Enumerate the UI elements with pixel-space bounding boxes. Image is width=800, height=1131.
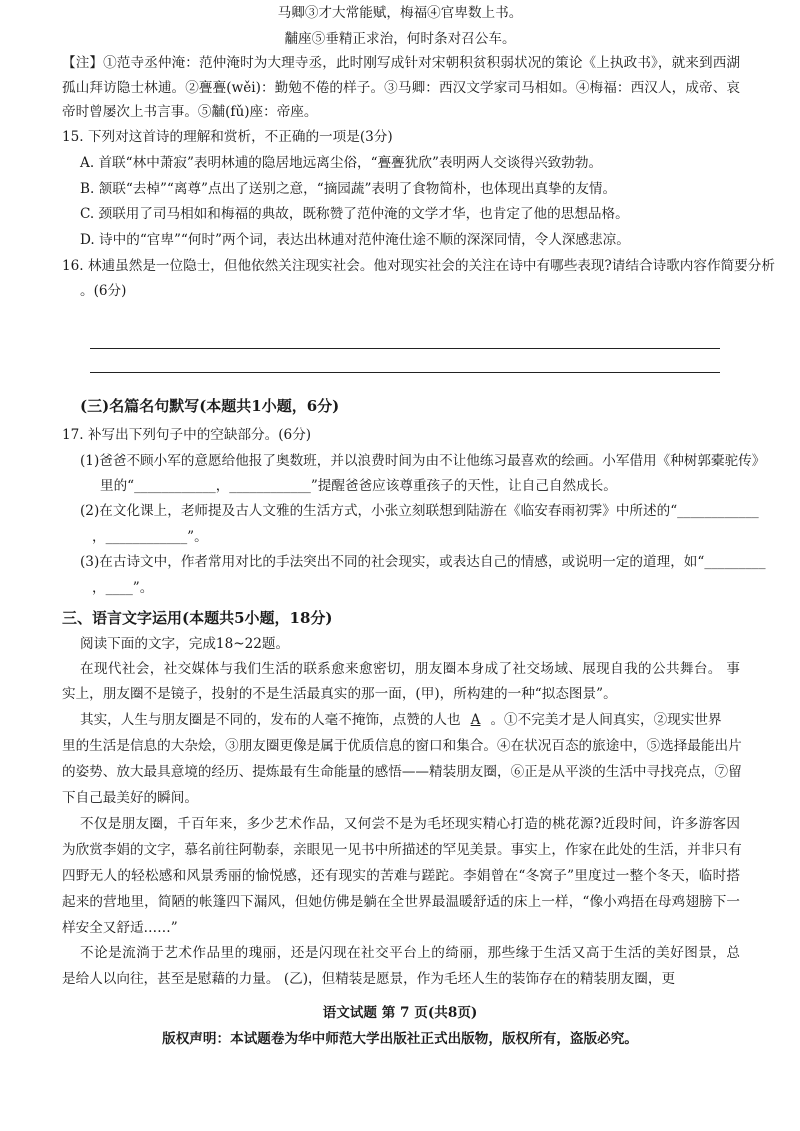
fill-item-3-blank: ，____”。: [92, 580, 154, 596]
passage-text: 。①不完美才是人间真实，②现实世界: [490, 712, 722, 728]
passage-line: [80, 711, 722, 729]
passage-line: 下自己最美好的瞬间。: [62, 790, 198, 806]
fill-item-2-blank: ，____________”。: [92, 529, 208, 545]
passage-line: 四野无人的轻松感和风景秀丽的愉悦感，还有现实的苦难与蹉跎。李娟曾在“冬窝子”里度过一整个冬天，临时搭: [62, 868, 740, 884]
question-stem: 16. 林逋虽然是一位隐士，但他依然关注现实社会。他对现实社会的关注在诗中有哪些表现?请结合诗歌内容作简要分析: [62, 258, 775, 274]
option-d: D. 诗中的“官卑”“何时”两个词，表达出林逋对范仲淹仕途不顺的深深同情，令人深感悲凉。: [80, 232, 630, 248]
poem-line: 马卿③才大常能赋，梅福④官卑数上书。: [277, 5, 523, 21]
fill-item-3: (3)在古诗文中，作者常用对比的手法突出不同的社会现实，或表达自己的情感，或说明一定的道理，如“_________: [80, 554, 766, 570]
passage-line: 的姿势、放大最具意境的经历、提炼最有生命能量的感悟——精装朋友圈，⑥正是从平淡的生活中寻找亮点，⑦留: [62, 764, 742, 780]
passage-line: 在现代社会，社交媒体与我们生活的联系愈来愈密切，朋友圈本身成了社交场域、展现自我的公共舞台。 事: [80, 661, 740, 677]
section-heading: (三)名篇名句默写(本题共1小题，6分): [80, 397, 340, 415]
question-stem: 17. 补写出下列句子中的空缺部分。(6分): [62, 427, 312, 443]
question-stem: 15. 下列对这首诗的理解和赏析，不正确的一项是(3分): [62, 129, 393, 145]
note-line: 孤山拜访隐士林逋。②亹亹(wěi)：勤勉不倦的样子。③马卿：西汉文学家司马相如。④梅福：西汉人，成帝、哀: [62, 80, 740, 96]
blank-a: A: [470, 712, 481, 728]
note-line: 【注】①范寺丞仲淹：范仲淹时为大理寺丞，此时刚写成针对宋朝积贫积弱状况的策论《上执政书》，就来到西湖: [62, 55, 740, 71]
passage-line: 为欣赏李娟的文字，慕名前往阿勒泰，亲眼见一见书中所描述的罕见美景。事实上，作家在此处的生活，并非只有: [62, 842, 742, 858]
passage-line: 不仅是朋友圈，千百年来，多少艺术作品，又何尝不是为毛坯现实精心打造的桃花源?近段时间，许多游客因: [80, 816, 740, 832]
note-line: 帝时曾屡次上书言事。⑤黼(fǔ)座：帝座。: [62, 104, 318, 120]
passage-text: 其实，人生与朋友圈是不同的，发布的人毫不掩饰，点赞的人也: [80, 712, 461, 728]
answer-line[interactable]: [90, 372, 720, 373]
section-heading: 三、语言文字运用(本题共5小题，18分): [62, 609, 333, 627]
passage-line: 起来的营地里，简陋的帐篷四下漏风，但她仿佛是躺在全世界最温暖舒适的床上一样，“像小鸡捂在母鸡翅膀下一: [62, 894, 740, 910]
instruction: 阅读下面的文字，完成18~22题。: [80, 636, 290, 652]
poem-line: 黼座⑤垂精正求治，何时条对召公车。: [284, 31, 516, 47]
passage-line: 是给人以向往，甚至是慰藉的力量。 (乙)，但精装是愿景，作为毛坯人生的装饰存在的精装朋友圈，更: [62, 971, 676, 987]
fill-item-2: (2)在文化课上，老师提及古人文雅的生活方式，小张立刻联想到陆游在《临安春雨初霁》中所述的“____________: [80, 503, 759, 519]
option-b: B. 颔联“去棹”“离尊”点出了送别之意，“摘园蔬”表明了食物简朴，也体现出真挚的友情。: [80, 181, 617, 197]
fill-item-1: (1)爸爸不顾小军的意愿给他报了奥数班，并以浪费时间为由不让他练习最喜欢的绘画。小军借用《种树郭橐驼传》: [80, 453, 766, 469]
passage-line: 里的生活是信息的大杂烩，③朋友圈更像是属于优质信息的窗口和集合。④在状况百态的旅途中，⑤选择最能出片: [62, 738, 742, 754]
passage-line: 不论是流淌于艺术作品里的瑰丽，还是闪现在社交平台上的绮丽，那些缘于生活又高于生活的美好图景，总: [80, 945, 740, 961]
question-stem-end: 。(6分): [80, 283, 127, 299]
passage-line: 样安全又舒适……”: [62, 920, 178, 936]
page-number: 语文试题 第 7 页(共8页): [322, 1005, 478, 1021]
passage-line: 实上，朋友圈不是镜子，投射的不是生活最真实的那一面，(甲)，所构建的一种“拟态图景”。: [62, 686, 617, 702]
option-c: C. 颈联用了司马相如和梅福的典故，既称赞了范仲淹的文学才华，也肯定了他的思想品格。: [80, 206, 629, 222]
fill-item-1-blank: 里的“____________，____________”提醒爸爸应该尊重孩子的天性，让自己自然成长。: [100, 478, 617, 494]
copyright-notice: 版权声明：本试题卷为华中师范大学出版社正式出版物，版权所有，盗版必究。: [162, 1031, 638, 1047]
option-a: A. 首联“林中萧寂”表明林逋的隐居地远离尘俗，“亹亹犹欣”表明两人交谈得兴致勃勃。: [80, 155, 603, 171]
answer-line[interactable]: [90, 348, 720, 349]
